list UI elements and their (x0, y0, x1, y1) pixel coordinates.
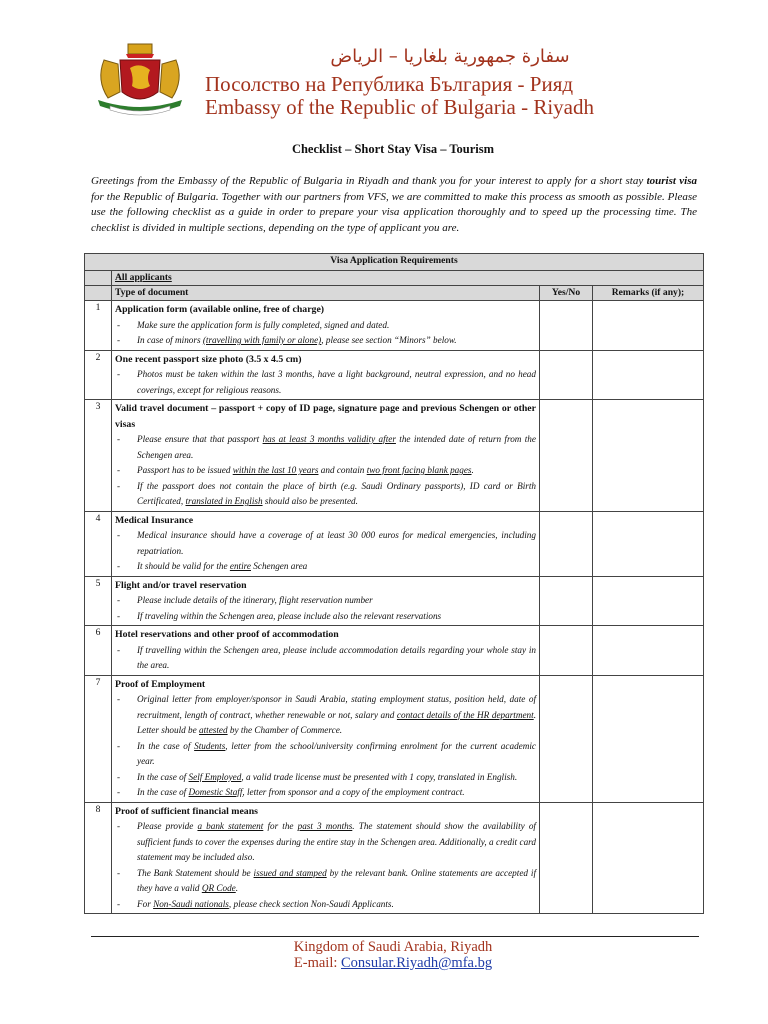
row-number: 1 (85, 301, 112, 351)
table-heading: Visa Application Requirements (85, 254, 704, 271)
list-item: - For Non-Saudi nationals, please check section Non-Saudi Applicants. (115, 897, 536, 913)
row-number: 4 (85, 511, 112, 576)
coat-of-arms-icon (90, 40, 190, 120)
list-item: - Please provide a bank statement for the past 3 months. The statement should show the availability of sufficient funds to cover the expenses during the entire stay in the Schengen area. Additionally, a credit card statement may be included also. (115, 819, 536, 866)
footer-location: Kingdom of Saudi Arabia, Riyadh (293, 939, 493, 955)
list-item: - If traveling within the Schengen area, please include also the relevant reservations (115, 609, 536, 625)
embassy-name-english: Embassy of the Republic of Bulgaria - Riyadh (205, 95, 595, 119)
row-title: Proof of Employment (115, 678, 206, 690)
row-number: 2 (85, 350, 112, 400)
list-item: - Original letter from employer/sponsor in Saudi Arabia, stating employment status, position held, date of recruitment, length of contract, whether renewable or not, salary and contact details of the HR department. Letter should be attested by the Chamber of Commerce. (115, 692, 536, 739)
remarks-cell[interactable] (593, 802, 704, 914)
row-number: 7 (85, 675, 112, 802)
yes-no-cell[interactable] (540, 301, 593, 351)
row-title: Flight and/or travel reservation (115, 579, 247, 591)
intro-text-1: Greetings from the Embassy of the Republic of Bulgaria in Riyadh and thank you for your interest to apply for a short stay (91, 175, 647, 187)
list-item: - In the case of Students, letter from the school/university confirming enrolment for the current academic year. (115, 739, 536, 770)
list-item: - In the case of Self Employed, a valid trade license must be presented with 1 copy, translated in English. (115, 770, 536, 786)
list-item: - Make sure the application form is fully completed, signed and dated. (115, 318, 536, 334)
list-item: - Photos must be taken within the last 3 months, have a light background, neutral expression, and no head coverings, except for religious reasons. (115, 367, 536, 398)
yes-no-cell[interactable] (540, 350, 593, 400)
remarks-cell[interactable] (593, 626, 704, 676)
row-title: Medical Insurance (115, 514, 194, 526)
list-item: - If the passport does not contain the place of birth (e.g. Saudi Ordinary passports), ID card or Birth Certificated, translated in English should also be presented. (115, 479, 536, 510)
remarks-cell[interactable] (593, 301, 704, 351)
list-item: - It should be valid for the entire Schengen area (115, 559, 536, 575)
column-header-row (85, 286, 704, 301)
row-title: Application form (available online, free of charge) (115, 304, 325, 315)
row-number: 3 (85, 400, 112, 512)
table-row (85, 576, 704, 626)
list-item: - If travelling within the Schengen area, please include accommodation details regarding your whole stay in the area. (115, 643, 536, 674)
yes-no-cell[interactable] (540, 400, 593, 512)
intro-text-2: for the Republic of Bulgaria. Together with our partners from VFS, we are committed to make this process as smooth as possible. Please use the following checklist as a guide in order to prepare your visa application thoroughly and to speed up the processing time. The checklist is divided in multiple sections, depending on the type of applicant you are. (91, 190, 697, 234)
remarks-cell[interactable] (593, 350, 704, 400)
table-row (85, 626, 704, 676)
remarks-cell[interactable] (593, 511, 704, 576)
all-applicants-row (85, 271, 704, 286)
row-title: Proof of sufficient financial means (115, 805, 258, 817)
email-link[interactable]: Consular.Riyadh@mfa.bg (341, 955, 493, 971)
list-item: - Please ensure that that passport has at least 3 months validity after the intended date of return from the Schengen area. (115, 432, 536, 463)
yes-no-cell[interactable] (540, 626, 593, 676)
document-title: Checklist – Short Stay Visa – Tourism (291, 142, 495, 156)
col-yes-no: Yes/No (540, 286, 593, 301)
table-row (85, 511, 704, 576)
all-applicants-label: All applicants (112, 271, 704, 286)
col-remarks: Remarks (if any); (593, 286, 704, 301)
requirements-table (84, 253, 704, 914)
row-title: Hotel reservations and other proof of accommodation (115, 629, 339, 640)
yes-no-cell[interactable] (540, 675, 593, 802)
table-row (85, 350, 704, 400)
row-number: 5 (85, 576, 112, 626)
table-row (85, 802, 704, 914)
list-item: - Medical insurance should have a coverage of at least 30 000 euros for medical emergencies, including repatriation. (115, 528, 536, 559)
list-item: - Passport has to be issued within the last 10 years and contain two front facing blank pages. (115, 463, 536, 479)
intro-paragraph (91, 174, 697, 236)
row-number: 6 (85, 626, 112, 676)
table-row (85, 675, 704, 802)
yes-no-cell[interactable] (540, 802, 593, 914)
table-heading-row (85, 254, 704, 271)
row-title: Valid travel document – passport + copy of ID page, signature page and previous Schengen or other visas (115, 403, 536, 430)
intro-bold-text: tourist visa (646, 175, 697, 187)
yes-no-cell[interactable] (540, 576, 593, 626)
list-item: - In case of minors (travelling with family or alone), please see section “Minors” below. (115, 333, 536, 349)
row-number: 8 (85, 802, 112, 914)
table-row (85, 400, 704, 512)
remarks-cell[interactable] (593, 400, 704, 512)
footer-contact (0, 955, 768, 972)
remarks-cell[interactable] (593, 675, 704, 802)
table-row (85, 301, 704, 351)
embassy-name-bulgarian: Посолство на Република България - Рияд (205, 72, 574, 96)
email-label: E-mail: (293, 955, 342, 971)
row-title: One recent passport size photo (3.5 x 4.5 cm) (115, 353, 302, 365)
remarks-cell[interactable] (593, 576, 704, 626)
list-item: - In the case of Domestic Staff, letter from sponsor and a copy of the employment contract. (115, 785, 536, 801)
list-item: - The Bank Statement should be issued and stamped by the relevant bank. Online statements are accepted if they have a valid QR Code. (115, 866, 536, 897)
embassy-name-arabic: سفارة جمهورية بلغاريا – الرياض (330, 46, 570, 67)
col-type-of-document: Type of document (112, 286, 540, 301)
list-item: - Please include details of the itinerary, flight reservation number (115, 593, 536, 609)
letterhead (0, 0, 768, 140)
yes-no-cell[interactable] (540, 511, 593, 576)
footer-divider (91, 936, 699, 937)
